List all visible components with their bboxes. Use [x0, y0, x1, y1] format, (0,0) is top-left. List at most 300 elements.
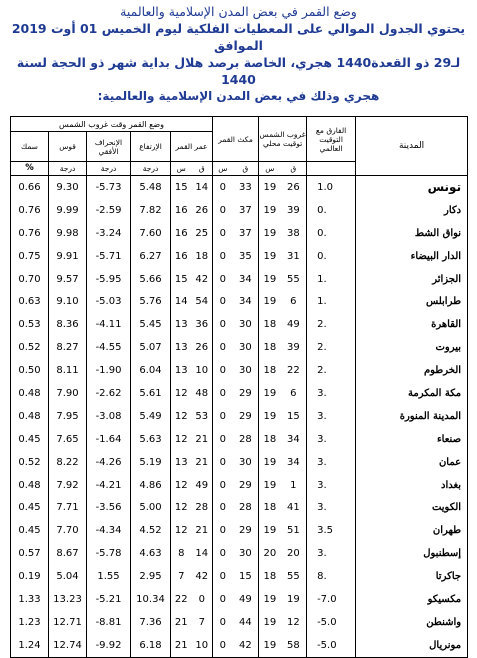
cell-sunset-minutes: 55: [281, 268, 307, 291]
cell-azimuth: -5.21: [87, 588, 131, 611]
cell-utc-offset: -7.0: [307, 588, 356, 611]
cell-utc-offset: 0.: [307, 245, 356, 268]
table-row: [11, 382, 468, 405]
cell-utc-offset: 2.: [307, 313, 356, 336]
cell-stay-hours: 0: [219, 410, 226, 422]
cell-stay-minutes: 49: [233, 588, 259, 611]
cell-width: 1.23: [11, 611, 49, 634]
cell-stay-hours: 0: [219, 181, 226, 193]
page-header: [6, 4, 471, 104]
cell-arc: 7.90: [49, 382, 87, 405]
cell-age-hours: 13: [174, 365, 188, 377]
cell-width: 0.57: [11, 542, 49, 565]
cell-altitude: 5.66: [131, 268, 171, 291]
cell-stay-minutes: 34: [233, 268, 259, 291]
cell-sunset-minutes: 19: [281, 588, 307, 611]
cell-age-minutes: 26: [192, 336, 213, 359]
cell-sunset-hours: 19: [263, 181, 277, 193]
cell-age-hours: 8: [178, 548, 185, 560]
col-utc-offset: الفارق مع التوقيت العالمي: [307, 117, 356, 162]
cell-width: 0.76: [11, 222, 49, 245]
col-azimuth: الإنحراف الأفقي: [87, 132, 131, 162]
cell-stay-hours: 0: [219, 227, 226, 239]
cell-azimuth: -5.95: [87, 268, 131, 291]
table-row: [11, 199, 468, 222]
cell-city: واشنطن: [356, 611, 468, 634]
cell-age-minutes: 10: [192, 359, 213, 382]
cell-stay-minutes: 28: [233, 428, 259, 451]
cell-age-minutes: 42: [192, 268, 213, 291]
cell-age-hours: 15: [174, 181, 188, 193]
table-row: [11, 222, 468, 245]
cell-city: تونس: [356, 176, 468, 199]
cell-stay-minutes: 30: [233, 542, 259, 565]
cell-stay-hours: 0: [219, 273, 226, 285]
cell-utc-offset: 3.5: [307, 519, 356, 542]
cell-age-hours: 12: [174, 433, 188, 445]
table-row: [11, 290, 468, 313]
cell-arc: 7.95: [49, 405, 87, 428]
cell-stay-minutes: 15: [233, 565, 259, 588]
cell-age-hours: 14: [174, 296, 188, 308]
cell-city: نواق الشط: [356, 222, 468, 245]
cell-stay-minutes: 30: [233, 313, 259, 336]
table-row: [11, 268, 468, 291]
cell-width: 0.53: [11, 313, 49, 336]
cell-stay-hours: 0: [219, 319, 226, 331]
cell-sunset-hours: 19: [263, 456, 277, 468]
cell-city: طهران: [356, 519, 468, 542]
cell-altitude: 10.34: [131, 588, 171, 611]
cell-city: بيروت: [356, 336, 468, 359]
cell-stay-minutes: 30: [233, 336, 259, 359]
cell-city: إسطنبول: [356, 542, 468, 565]
col-altitude: الإرتفاع: [131, 132, 171, 162]
cell-arc: 5.04: [49, 565, 87, 588]
cell-width: 1.33: [11, 588, 49, 611]
cell-sunset-minutes: 12: [281, 611, 307, 634]
cell-sunset-minutes: 39: [281, 336, 307, 359]
unit-hour: س: [171, 162, 192, 176]
cell-stay-minutes: 29: [233, 405, 259, 428]
cell-age-hours: 16: [174, 250, 188, 262]
cell-altitude: 4.86: [131, 474, 171, 497]
cell-sunset-hours: 19: [263, 227, 277, 239]
cell-stay-hours: 0: [219, 548, 226, 560]
cell-utc-offset: 1.: [307, 290, 356, 313]
cell-azimuth: -3.56: [87, 496, 131, 519]
cell-utc-offset: 3.: [307, 428, 356, 451]
cell-arc: 13.23: [49, 588, 87, 611]
cell-city: طرابلس: [356, 290, 468, 313]
cell-width: 0.66: [11, 176, 49, 199]
cell-utc-offset: 2.: [307, 359, 356, 382]
cell-arc: 9.98: [49, 222, 87, 245]
cell-city: الكويت: [356, 496, 468, 519]
cell-stay-minutes: 28: [233, 496, 259, 519]
table-row: [11, 428, 468, 451]
cell-width: 0.45: [11, 428, 49, 451]
cell-stay-minutes: 42: [233, 634, 259, 657]
cell-azimuth: -3.24: [87, 222, 131, 245]
cell-stay-minutes: 33: [233, 176, 259, 199]
cell-arc: 9.57: [49, 268, 87, 291]
cell-azimuth: -5.78: [87, 542, 131, 565]
table-row: [11, 176, 468, 199]
cell-width: 0.19: [11, 565, 49, 588]
cell-altitude: 5.49: [131, 405, 171, 428]
cell-arc: 7.70: [49, 519, 87, 542]
cell-age-minutes: 53: [192, 405, 213, 428]
unit-hour: س: [259, 162, 281, 176]
cell-city: دكار: [356, 199, 468, 222]
table-row: [11, 496, 468, 519]
col-city: المدينة: [356, 117, 468, 176]
cell-age-hours: 22: [174, 593, 188, 605]
cell-sunset-hours: 19: [263, 387, 277, 399]
cell-utc-offset: 3.: [307, 474, 356, 497]
unit-degree: درجة: [87, 162, 131, 176]
cell-age-minutes: 25: [192, 222, 213, 245]
cell-age-hours: 12: [174, 502, 188, 514]
cell-stay-hours: 0: [219, 479, 226, 491]
cell-sunset-minutes: 15: [281, 405, 307, 428]
cell-azimuth: -4.55: [87, 336, 131, 359]
cell-sunset-minutes: 58: [281, 634, 307, 657]
cell-stay-hours: 0: [219, 250, 226, 262]
cell-width: 0.52: [11, 451, 49, 474]
cell-city: عمان: [356, 451, 468, 474]
cell-sunset-hours: 19: [259, 634, 281, 657]
cell-sunset-minutes: 34: [281, 451, 307, 474]
cell-age-minutes: 14: [192, 542, 213, 565]
cell-age-hours: 16: [174, 227, 188, 239]
cell-altitude: 5.61: [131, 382, 171, 405]
cell-arc: 12.71: [49, 611, 87, 634]
cell-sunset-hours: 19: [263, 273, 277, 285]
cell-altitude: 5.00: [131, 496, 171, 519]
cell-stay-minutes: 35: [233, 245, 259, 268]
cell-age-hours: 12: [174, 479, 188, 491]
cell-city: صنعاء: [356, 428, 468, 451]
cell-altitude: 4.52: [131, 519, 171, 542]
cell-azimuth: -4.26: [87, 451, 131, 474]
cell-sunset-minutes: 6: [281, 382, 307, 405]
cell-arc: 12.74: [49, 634, 87, 657]
table-row: [11, 588, 468, 611]
unit-hour: س: [213, 162, 233, 176]
cell-stay-hours: 0: [219, 616, 226, 628]
col-width: سمك: [11, 132, 49, 162]
cell-utc-offset: 3.: [307, 496, 356, 519]
cell-stay-hours: 0: [219, 296, 226, 308]
cell-stay-minutes: 37: [233, 199, 259, 222]
cell-sunset-minutes: 31: [281, 245, 307, 268]
cell-sunset-minutes: 38: [281, 222, 307, 245]
cell-stay-minutes: 30: [233, 451, 259, 474]
cell-width: 0.76: [11, 199, 49, 222]
cell-width: 0.50: [11, 359, 49, 382]
table-row: [11, 474, 468, 497]
cell-age-hours: 15: [174, 273, 188, 285]
cell-sunset-hours: 18: [263, 319, 277, 331]
cell-width: 0.52: [11, 336, 49, 359]
cell-age-minutes: 54: [192, 290, 213, 313]
cell-sunset-hours: 19: [263, 479, 277, 491]
cell-sunset-minutes: 55: [281, 565, 307, 588]
table-row: [11, 565, 468, 588]
cell-azimuth: -1.64: [87, 428, 131, 451]
cell-age-hours: 12: [174, 525, 188, 537]
page-title: وضع القمر في بعض المدن الإسلامية والعالمية: [120, 4, 357, 19]
cell-width: 0.48: [11, 382, 49, 405]
col-arc: قوس: [49, 132, 87, 162]
cell-altitude: 7.60: [131, 222, 171, 245]
moon-position-table: [10, 116, 468, 658]
cell-width: 0.63: [11, 290, 49, 313]
cell-altitude: 4.63: [131, 542, 171, 565]
cell-altitude: 6.18: [131, 634, 171, 657]
cell-azimuth: -8.81: [87, 611, 131, 634]
cell-age-minutes: 49: [192, 474, 213, 497]
cell-age-minutes: 10: [192, 634, 213, 657]
table-row: [11, 336, 468, 359]
unit-minute: ق: [281, 162, 307, 176]
cell-altitude: 5.07: [131, 336, 171, 359]
cell-age-minutes: 21: [192, 428, 213, 451]
cell-azimuth: 1.55: [87, 565, 131, 588]
cell-city: القاهرة: [356, 313, 468, 336]
cell-age-hours: 12: [174, 410, 188, 422]
cell-utc-offset: 3.: [307, 542, 356, 565]
cell-age-hours: 13: [174, 456, 188, 468]
cell-utc-offset: 1.: [307, 268, 356, 291]
cell-sunset-hours: 19: [263, 204, 277, 216]
table-row: [11, 611, 468, 634]
cell-sunset-hours: 19: [263, 525, 277, 537]
cell-age-minutes: 14: [192, 176, 213, 199]
cell-sunset-minutes: 26: [281, 176, 307, 199]
cell-age-minutes: 21: [192, 519, 213, 542]
intro-line-1: يحتوي الجدول الموالي على المعطيات الفلكية ليوم الخميس 01 أوت 2019 الموافق: [11, 21, 466, 53]
cell-sunset-minutes: 49: [281, 313, 307, 336]
cell-sunset-hours: 18: [263, 433, 277, 445]
table-row: [11, 313, 468, 336]
cell-sunset-minutes: 6: [281, 290, 307, 313]
cell-city: الخرطوم: [356, 359, 468, 382]
cell-width: 0.45: [11, 496, 49, 519]
col-moon-age: عمر القمر: [171, 132, 213, 162]
cell-altitude: 6.04: [131, 359, 171, 382]
cell-utc-offset: 3.: [307, 405, 356, 428]
table-row: [11, 451, 468, 474]
cell-utc-offset: 0.: [307, 222, 356, 245]
cell-utc-offset: 3.: [307, 451, 356, 474]
cell-city: المدينة المنورة: [356, 405, 468, 428]
cell-stay-hours: 0: [219, 525, 226, 537]
table-row: [11, 405, 468, 428]
table-row: [11, 359, 468, 382]
cell-city: جاكرتا: [356, 565, 468, 588]
cell-stay-minutes: 29: [233, 519, 259, 542]
cell-arc: 7.92: [49, 474, 87, 497]
cell-azimuth: -5.71: [87, 245, 131, 268]
cell-sunset-hours: 18: [263, 342, 277, 354]
unit-minute: ق: [192, 162, 213, 176]
table-body: [11, 176, 468, 658]
cell-stay-minutes: 34: [233, 290, 259, 313]
table-row: [11, 634, 468, 657]
cell-arc: 9.99: [49, 199, 87, 222]
cell-azimuth: -4.11: [87, 313, 131, 336]
cell-altitude: 5.63: [131, 428, 171, 451]
cell-sunset-minutes: 41: [281, 496, 307, 519]
cell-age-hours: 21: [171, 634, 192, 657]
col-moon-stay: مكث القمر: [213, 117, 259, 162]
cell-age-hours: 7: [178, 571, 185, 583]
cell-arc: 8.22: [49, 451, 87, 474]
offset-unit-empty: [307, 162, 356, 176]
cell-city: مكسيكو: [356, 588, 468, 611]
cell-sunset-hours: 18: [263, 571, 277, 583]
cell-width: 0.45: [11, 519, 49, 542]
cell-age-hours: 16: [174, 204, 188, 216]
cell-altitude: 5.48: [131, 176, 171, 199]
cell-azimuth: -4.34: [87, 519, 131, 542]
cell-age-hours: 13: [174, 319, 188, 331]
cell-stay-hours: 0: [219, 571, 226, 583]
cell-stay-hours: 0: [219, 433, 226, 445]
cell-age-minutes: 28: [192, 496, 213, 519]
cell-age-minutes: 36: [192, 313, 213, 336]
cell-sunset-minutes: 51: [281, 519, 307, 542]
cell-arc: 7.65: [49, 428, 87, 451]
cell-altitude: 5.45: [131, 313, 171, 336]
cell-arc: 9.10: [49, 290, 87, 313]
cell-age-minutes: 21: [192, 451, 213, 474]
cell-azimuth: -1.90: [87, 359, 131, 382]
cell-city: الدار البيضاء: [356, 245, 468, 268]
cell-city: مكة المكرمة: [356, 382, 468, 405]
intro-line-2: لـ29 ذو القعدة1440 هجري، الخاصة برصد هلال بداية شهر ذو الحجة لسنة 1440: [16, 55, 461, 87]
cell-age-minutes: 0: [192, 588, 213, 611]
cell-azimuth: -5.73: [87, 176, 131, 199]
cell-sunset-hours: 18: [263, 365, 277, 377]
cell-width: 1.24: [11, 634, 49, 657]
cell-utc-offset: 3.: [307, 382, 356, 405]
cell-sunset-minutes: 34: [281, 428, 307, 451]
cell-sunset-hours: 19: [263, 296, 277, 308]
cell-age-minutes: 42: [192, 565, 213, 588]
cell-azimuth: -4.21: [87, 474, 131, 497]
cell-arc: 8.36: [49, 313, 87, 336]
cell-city: مونريال: [356, 634, 468, 657]
intro-line-3: هجري وذلك في بعض المدن الإسلامية والعالمية:: [97, 89, 380, 103]
cell-azimuth: -2.62: [87, 382, 131, 405]
cell-age-minutes: 7: [192, 611, 213, 634]
cell-city: الجزائر: [356, 268, 468, 291]
cell-sunset-hours: 19: [263, 616, 277, 628]
cell-azimuth: -9.92: [87, 634, 131, 657]
cell-sunset-hours: 18: [263, 502, 277, 514]
cell-age-minutes: 18: [192, 245, 213, 268]
cell-azimuth: -3.08: [87, 405, 131, 428]
cell-azimuth: -2.59: [87, 199, 131, 222]
cell-stay-hours: 0: [219, 387, 226, 399]
cell-sunset-hours: 20: [263, 548, 277, 560]
table-row: [11, 519, 468, 542]
cell-stay-hours: 0: [219, 456, 226, 468]
cell-utc-offset: 2.: [307, 336, 356, 359]
cell-city: بغداد: [356, 474, 468, 497]
cell-azimuth: -5.03: [87, 290, 131, 313]
cell-stay-hours: 0: [219, 204, 226, 216]
cell-arc: 7.71: [49, 496, 87, 519]
cell-utc-offset: 1.0: [307, 176, 356, 199]
cell-stay-minutes: 29: [233, 382, 259, 405]
cell-sunset-hours: 19: [263, 250, 277, 262]
cell-utc-offset: 8.: [307, 565, 356, 588]
unit-degree: درجة: [49, 162, 87, 176]
cell-age-hours: 12: [174, 387, 188, 399]
cell-sunset-minutes: 20: [281, 542, 307, 565]
col-sunset: غروب الشمس توقيت محلي: [259, 117, 307, 162]
cell-age-hours: 13: [174, 342, 188, 354]
cell-stay-minutes: 30: [233, 359, 259, 382]
cell-age-minutes: 26: [192, 199, 213, 222]
unit-percent: %: [11, 162, 49, 176]
cell-width: 0.48: [11, 474, 49, 497]
cell-altitude: 5.76: [131, 290, 171, 313]
cell-width: 0.48: [11, 405, 49, 428]
cell-altitude: 6.27: [131, 245, 171, 268]
unit-degree: درجة: [131, 162, 171, 176]
cell-altitude: 7.36: [131, 611, 171, 634]
cell-stay-hours: 0: [219, 502, 226, 514]
cell-arc: 8.11: [49, 359, 87, 382]
cell-stay-minutes: 37: [233, 222, 259, 245]
cell-arc: 9.30: [49, 176, 87, 199]
cell-width: 0.75: [11, 245, 49, 268]
cell-arc: 8.27: [49, 336, 87, 359]
cell-stay-minutes: 29: [233, 474, 259, 497]
moon-group-header: وضع القمر وقت غروب الشمس: [11, 117, 213, 132]
cell-sunset-hours: 19: [263, 410, 277, 422]
cell-width: 0.70: [11, 268, 49, 291]
cell-utc-offset: -5.0: [307, 611, 356, 634]
cell-utc-offset: 0.: [307, 199, 356, 222]
cell-altitude: 7.82: [131, 199, 171, 222]
cell-altitude: 2.95: [131, 565, 171, 588]
cell-sunset-minutes: 39: [281, 199, 307, 222]
cell-sunset-minutes: 1: [281, 474, 307, 497]
cell-stay-hours: 0: [219, 593, 226, 605]
cell-sunset-minutes: 22: [281, 359, 307, 382]
cell-stay-hours: 0: [219, 365, 226, 377]
cell-age-minutes: 48: [192, 382, 213, 405]
cell-sunset-hours: 19: [263, 593, 277, 605]
cell-utc-offset: -5.0: [307, 634, 356, 657]
cell-arc: 9.91: [49, 245, 87, 268]
cell-stay-minutes: 44: [233, 611, 259, 634]
table-row: [11, 542, 468, 565]
cell-altitude: 5.19: [131, 451, 171, 474]
cell-age-hours: 21: [174, 616, 188, 628]
table-row: [11, 245, 468, 268]
cell-stay-hours: 0: [219, 342, 226, 354]
cell-stay-hours: 0: [213, 634, 233, 657]
unit-minute: ق: [233, 162, 259, 176]
